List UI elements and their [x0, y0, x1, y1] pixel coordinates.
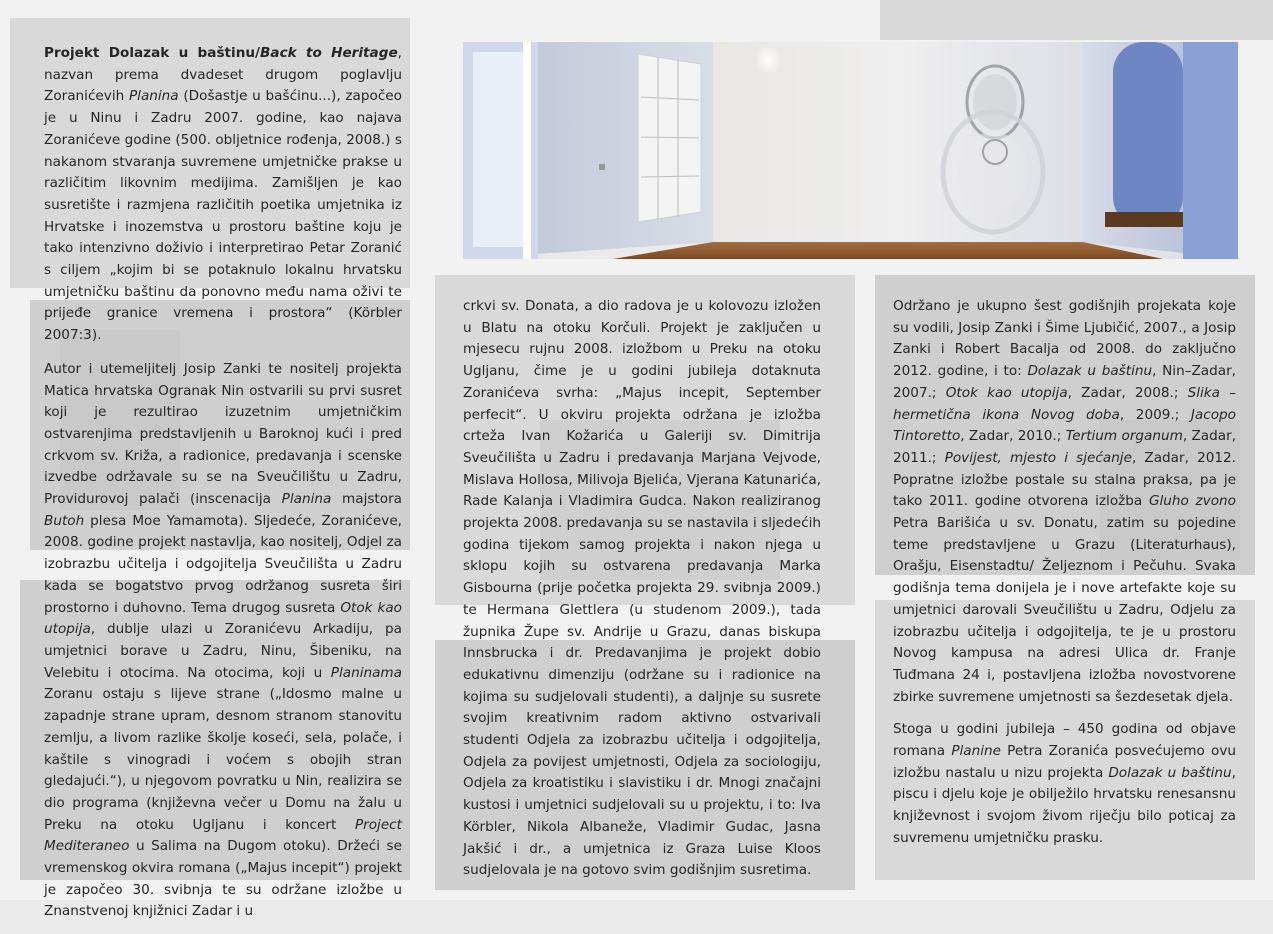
paragraph: [463, 296, 821, 882]
text-column-middle: [463, 296, 821, 893]
gallery-room-image: [463, 42, 1238, 259]
paragraph: [893, 296, 1236, 708]
text-column-right: [893, 296, 1236, 861]
body-text: , 2009.;: [1119, 406, 1191, 423]
body-text: Stoga u godini jubileja – 450 godina od objave romana: [893, 721, 1236, 760]
body-text: Petra Zoranića posvećujemo ovu izložbu nastalu u nizu projekta: [893, 743, 1236, 781]
body-text: , Zadar, 2012. Popratne izložbe postale su stalna praksa, pa je tako 2011. godine otvorena izložba: [893, 449, 1236, 510]
emphasis-text: Planinama: [330, 664, 402, 681]
body-text: Zoranu ostaju s lijeve strane („Idosmo malne u zapadnje strane upram, desnom stranom stanovitu zemlju, a livom razlike školje koseći, sela, polače, i kaštile s vinogradi i voćem s obojih stran gledajući.“), u njegovom povratku u Nin, realizira se dio programa (književna večer u Domu na žalu u Preku na otoku Ugljanu i koncert: [44, 686, 402, 833]
body-text: Petra Barišića u sv. Donatu, zatim su pojedine teme predstavljene u Grazu (Literaturhaus), Orašju, Eisenstadtu/ Željeznom i Pečuhu. Svaka godišnja tema donijela je i nove artefakte koje su umjetnici darovali Sveučilištu u Zadru, Odjelu za izobrazbu učitelja i odgojitelja, te je u prostoru Novog kampusa na adresi Ulica dr. Franje Tuđmana 24 i, postavljena izložba novostvorene zbirke suvremene umjetnosti sa šezdesetak djela.: [893, 515, 1236, 705]
emphasis-text: Dolazak u baštinu: [1027, 363, 1153, 380]
body-text: Održano je ukupno šest godišnjih projekata koje su vodili, Josip Zanki i Šime Ljubičić, 2007., a Josip Zanki i Robert Bacalja od 2008. do zaključno 2012. godine, i to:: [893, 298, 1236, 380]
emphasis-text: Back to Heritage: [260, 45, 398, 61]
paragraph: [893, 719, 1236, 849]
emphasis-text: Gluho zvono: [1148, 493, 1236, 510]
emphasis-text: Povijest, mjesto i sjećanje: [944, 449, 1132, 466]
body-text: , dublje ulazi u Zoranićevu Arkadiju, pa umjetnici borave u Zadru, Ninu, Šibeniku, na Velebitu i otocima. Na otocima, koji u: [44, 621, 402, 681]
text-column-left: [44, 43, 402, 934]
paragraph: [44, 359, 402, 923]
body-text: , piscu i djelu koje je obilježilo hrvatsku renesansnu književnost i svojom živom riječju bilo poticaj za suvremenu umjetničku prasku.: [893, 764, 1236, 846]
emphasis-text: Planine: [951, 743, 1001, 760]
bold-text: Projekt Dolazak u baštinu/: [44, 45, 261, 61]
emphasis-text: Otok kao utopija: [945, 384, 1068, 401]
emphasis-text: Planina: [128, 88, 179, 105]
body-text: , Zadar, 2008.;: [1067, 384, 1188, 401]
emphasis-text: Project Mediteraneo: [44, 816, 402, 855]
emphasis-text: Tertium organum: [1065, 428, 1183, 445]
emphasis-text: Dolazak u baštinu: [1108, 764, 1232, 781]
emphasis-text: Planina: [281, 491, 332, 508]
body-text: , Zadar, 2011.;: [893, 428, 1237, 466]
emphasis-text: Jacopo Tintoretto: [893, 406, 1236, 445]
gallery-photo: [463, 42, 1238, 259]
body-text: , Nin–Zadar, 2007.;: [893, 363, 1236, 401]
paragraph: [44, 43, 402, 347]
body-text: crkvi sv. Donata, a dio radova je u kolovozu izložen u Blatu na otoku Korčuli. Projekt je zaključen u mjesecu rujnu 2008. izložbom u Preku na otoku Ugljanu, čime je u godini jubileja dotaknuta Zoranićeva svrha: „Majus incepit, September perfecit“. U okviru projekta održana je izložba crteža Ivan Kožarića u Galeriji sv. Dimitrija Sveučilišta u Zadru i predavanja Marjana Vejvode, Mislava Hollosa, Milivoja Bjelića, Vjerana Katunarića, Rade Kalanja i Vladimira Gudca. Nakon realiziranog projekta 2008. predavanja su se nastavila i sljedećih godina tijekom samog projekta i nakon njega u sklopu kojih su ostvarena predavanja Marka Gisbourna (prije početka projekta 29. svibnja 2009.) te Hermana Glettlera (u studenom 2009.), tada župnika Župe sv. Andrije u Grazu, danas biskupa Innsbrucka i dr. Predavanjima je projekt dobio edukativnu dimenziju (održane su i radionice na kojima su sudjelovali studenti), a daljnje su susrete svojim kreativnim radom aktivno ostvarivali studenti Odjela za izobrazbu učitelja i odgojitelja, Odjela za povijest umjetnosti, Odjela za sociologiju, Odjela za kroatistiku i slavistiku i dr. Mnogi značajni kustosi i umjetnici sudjelovali su u projektu, i to: Iva Körbler, Nikola Albaneže, Vladimir Gudac, Jasna Jakšić i dr., a umjetnica iz Graza Luise Kloos sudjelovala je na gotovo svim godišnjim susretima.: [463, 298, 821, 879]
body-text: Autor i utemeljitelj Josip Zanki te nositelj projekta Matica hrvatska Ogranak Nin ostvarili su prvi susret koji je rezultirao izuzetnim umjetničkim ostvarenjima predstavljenih u Baroknoj kući i pred crkvom sv. Križa, a radionice, predavanja i scenske izvedbe održavale su se na Sveučilištu u Zadru, Providurovoj palači (inscenacija: [44, 360, 402, 508]
body-text: plesa Moe Yamamota). Sljedeće, Zoranićeve, 2008. godine projekt nastavlja, kao nositelj, Odjel za izobrazbu učitelja i odgojitelja Sveučilišta u Zadru kada se bogatstvo prvog održanog susreta širi prostorno i duhovno. Tema drugog susreta: [44, 512, 402, 616]
emphasis-text: Butoh: [44, 512, 85, 529]
body-text: , nazvan prema dvadeset drugom poglavlju Zoranićevih: [44, 45, 402, 105]
emphasis-text: Otok kao utopija: [44, 599, 402, 638]
body-text: (Došastje u bašćinu...), započeo je u Ninu i Zadru 2007. godine, kao najava Zoranićeve godine (500. obljetnice rođenja, 2008.) s nakanom stvaranja suvremene umjetničke prakse u različitim likovnim medijima. Zamišljen je kao susretište i razmjena različitih poetika umjetnika iz Hrvatske i inozemstva u prostoru baštine koju je tako intenzivno doživio i interpretirao Petar Zoranić s ciljem „kojim bi se potaknulo lokalnu hrvatsku umjetničku baštinu da ponovno među nama oživi te prijeđe granice vremena i prostora“ (Körbler 2007:3).: [44, 88, 402, 344]
body-text: u Salima na Dugom otoku). Držeći se vremenskog okvira romana („Majus incepit“) projekt je započeo 30. svibnja te su održane izložbe u Znanstvenoj knjižnici Zadar i u: [44, 838, 402, 920]
body-text: majstora: [331, 491, 402, 508]
emphasis-text: Slika – hermetična ikona Novog doba: [893, 384, 1236, 423]
body-text: , Zadar, 2010.;: [960, 428, 1066, 445]
